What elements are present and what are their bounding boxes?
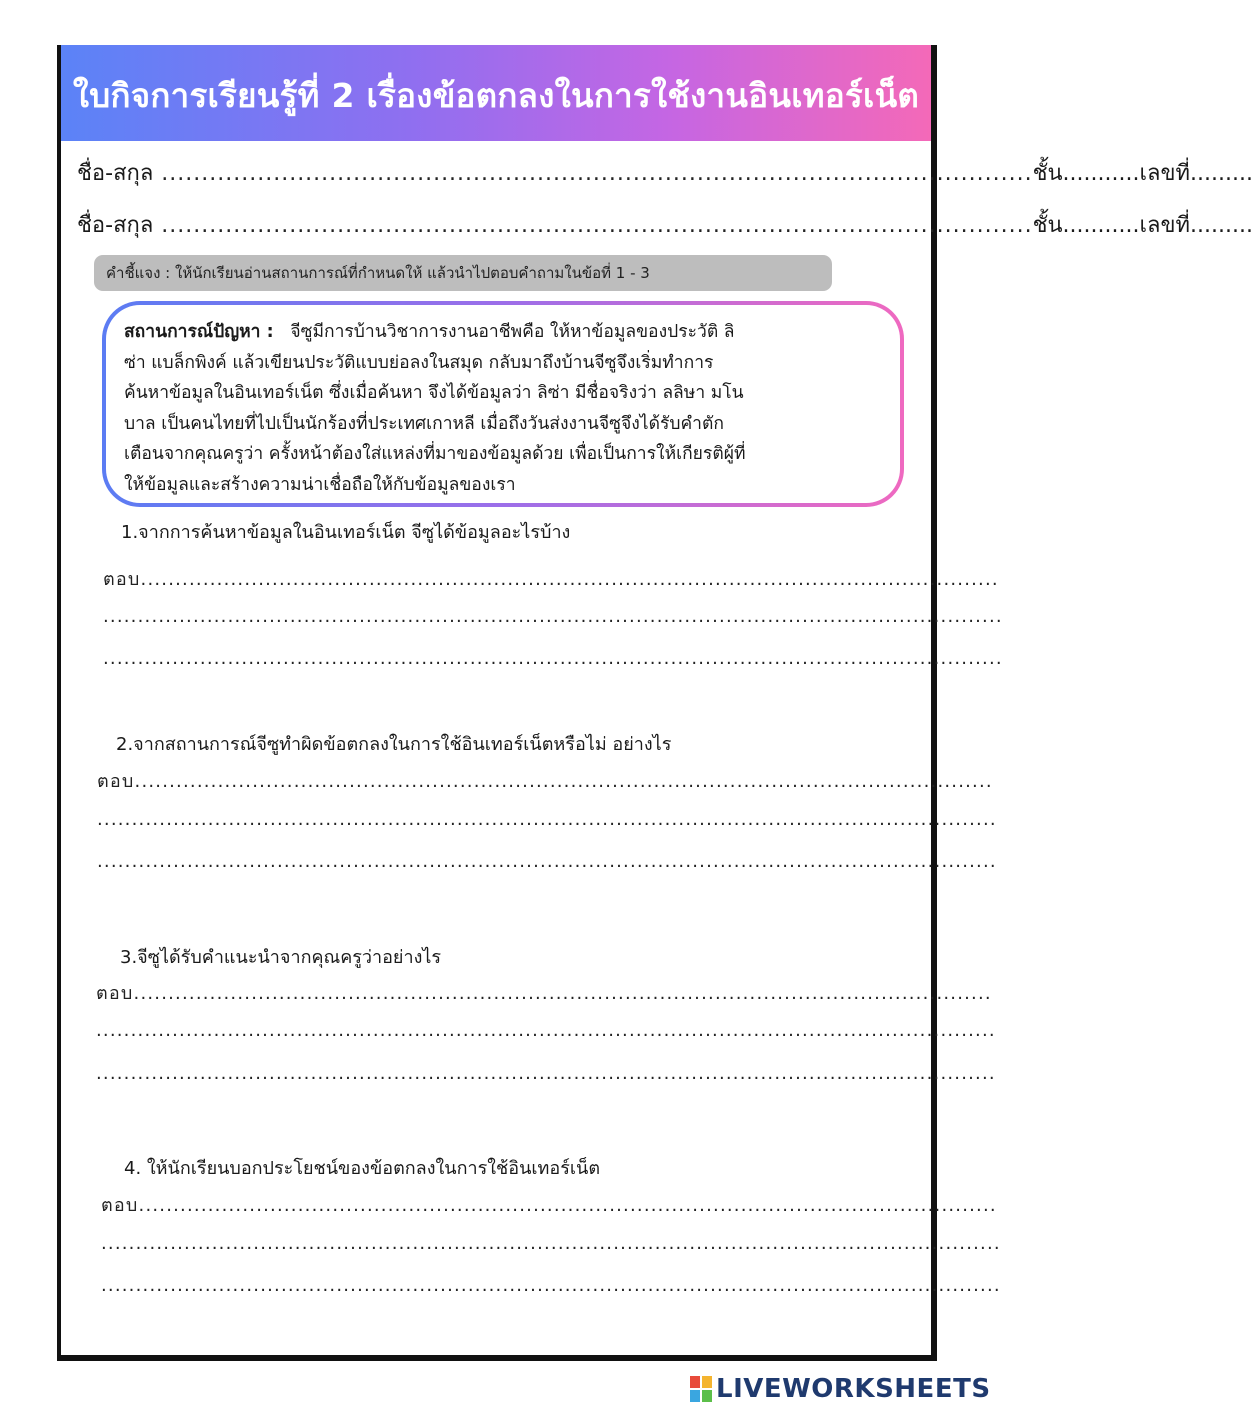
answer-label: ตอบ — [96, 983, 134, 1004]
number-blank[interactable]: ......... — [1190, 161, 1253, 186]
page-title: ใบกิจการเรียนรู้ที่ 2 เรื่องข้อตกลงในการใช้งานอินเทอร์เน็ต — [72, 76, 920, 115]
scenario-label: สถานการณ์ปัญหา : — [124, 322, 274, 342]
number-label: เลขที่ — [1139, 213, 1191, 238]
instruction-box: คำชี้แจง : ให้นักเรียนอ่านสถานการณ์ที่กำหนดให้ แล้วนำไปตอบคำถามในข้อที่ 1 - 3 — [94, 255, 832, 291]
answer-line-1[interactable]: ตอบ............................................................................................................................ — [101, 1195, 997, 1216]
answer-line-3[interactable]: .................................................................................................................................. — [97, 851, 997, 872]
scenario-line: ซ่า แบล็กพิงค์ แล้วเขียนประวัติแบบย่อลงในสมุด กลับมาถึงบ้านจีซูจึงเริ่มทำการ — [124, 352, 714, 373]
class-label: ชั้น — [1032, 161, 1063, 186]
answer-line-2[interactable]: .................................................................................................................................. — [97, 809, 997, 830]
answer-label: ตอบ — [101, 1195, 139, 1216]
question-3: 3.จีซูได้รับคำแนะนำจากคุณครูว่าอย่างไร — [120, 947, 442, 968]
worksheet — [57, 45, 1253, 1361]
answer-line-3[interactable]: .................................................................................................................................. — [101, 1275, 1001, 1296]
class-blank[interactable]: ........... — [1062, 161, 1140, 186]
scenario-line: เตือนจากคุณครูว่า ครั้งหน้าต้องใส่แหล่งที่มาของข้อมูลด้วย เพื่อเป็นการให้เกียรติผู้ที่ — [124, 444, 746, 464]
scenario-line: ค้นหาข้อมูลในอินเทอร์เน็ต ซึ่งเมื่อค้นหา จึงได้ข้อมูลว่า ลิซ่า มีชื่อจริงว่า ลลิษา มโน — [124, 383, 744, 403]
scenario-line: สถานการณ์ปัญหา : จีซูมีการบ้านวิชาการงานอาชีพคือ ให้หาข้อมูลของประวัติ ลิ — [124, 322, 735, 342]
brand-text: LIVEWORKSHEETS — [716, 1374, 991, 1404]
name-label: ชื่อ-สกุล — [77, 161, 154, 186]
scenario-line: ให้ข้อมูลและสร้างความน่าเชื่อถือให้กับข้อมูลของเรา — [124, 474, 516, 495]
name-label: ชื่อ-สกุล — [77, 213, 154, 238]
answer-line-1[interactable]: ตอบ............................................................................................................................ — [103, 569, 999, 590]
student-info-row-2 — [77, 207, 1253, 242]
name-blank[interactable]: ............................................................................................................. — [153, 161, 1033, 186]
name-blank[interactable]: ............................................................................................................. — [153, 213, 1033, 238]
question-1: 1.จากการค้นหาข้อมูลในอินเทอร์เน็ต จีซูได้ข้อมูลอะไรบ้าง — [121, 522, 571, 543]
answer-line-3[interactable]: .................................................................................................................................. — [96, 1063, 996, 1084]
answer-line-3[interactable]: .................................................................................................................................. — [103, 648, 1003, 669]
answer-line-1[interactable]: ตอบ............................................................................................................................ — [97, 771, 993, 792]
answer-line-1[interactable]: ตอบ............................................................................................................................ — [96, 983, 992, 1004]
answer-line-2[interactable]: .................................................................................................................................. — [96, 1020, 996, 1041]
scenario-line: บาล เป็นคนไทยที่ไปเป็นนักร้องที่ประเทศเกาหลี เมื่อถึงวันส่งงานจีซูจึงได้รับคำตัก — [124, 413, 724, 434]
question-2: 2.จากสถานการณ์จีซูทำผิดข้อตกลงในการใช้อินเทอร์เน็ตหรือไม่ อย่างไร — [116, 734, 672, 755]
answer-label: ตอบ — [103, 569, 141, 590]
scenario-box — [102, 301, 904, 507]
number-label: เลขที่ — [1139, 161, 1191, 186]
title-banner — [61, 45, 931, 141]
class-label: ชั้น — [1032, 213, 1063, 238]
class-blank[interactable]: ........... — [1062, 213, 1140, 238]
number-blank[interactable]: ......... — [1190, 213, 1253, 238]
answer-line-2[interactable]: .................................................................................................................................. — [101, 1233, 1001, 1254]
question-4: 4. ให้นักเรียนบอกประโยชน์ของข้อตกลงในการใช้อินเทอร์เน็ต — [124, 1158, 601, 1179]
liveworksheets-icon — [690, 1376, 712, 1402]
liveworksheets-logo — [690, 1374, 991, 1404]
answer-line-2[interactable]: .................................................................................................................................. — [103, 606, 1003, 627]
answer-label: ตอบ — [97, 771, 135, 792]
student-info-row-1 — [77, 155, 1253, 190]
